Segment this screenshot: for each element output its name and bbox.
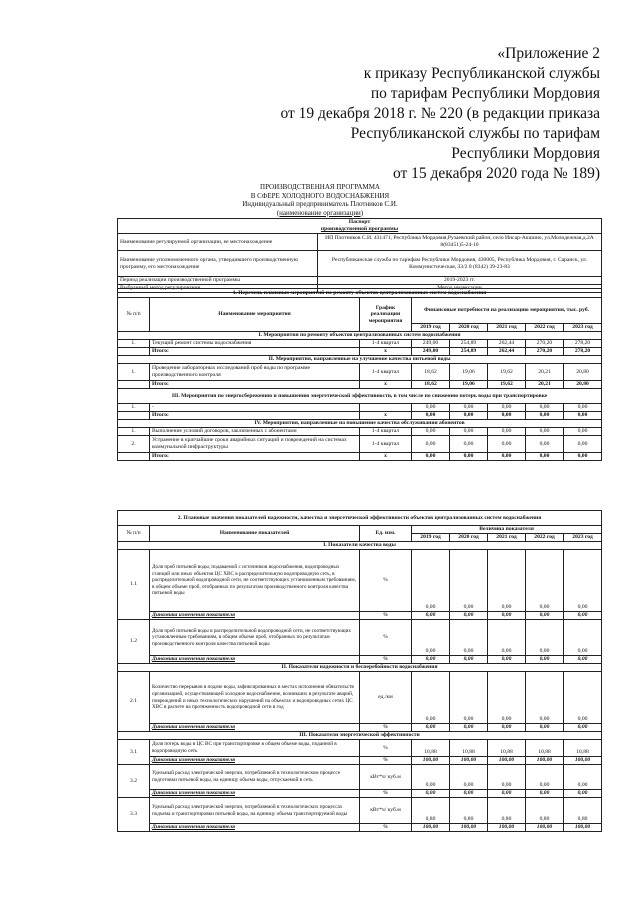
dynamics-unit: % <box>360 790 412 798</box>
value-cell: 0,00 <box>488 404 526 412</box>
indicators-table <box>117 510 602 832</box>
passport-value: Метод индексации <box>318 285 602 293</box>
dynamics-label: Динамика изменения показателя <box>150 790 360 798</box>
dynamics-cell: 0,00 <box>412 724 450 732</box>
indicator-unit: % <box>360 550 412 612</box>
total-cell: 19,06 <box>450 381 488 389</box>
dynamics-unit: % <box>360 612 412 620</box>
appendix-line: Республиканской службы по тарифам <box>350 125 600 142</box>
dynamics-cell: 0,00 <box>450 612 488 620</box>
indicator-unit: % <box>360 740 412 757</box>
indicator-num: 3.2 <box>118 765 150 798</box>
indicator-unit: кВт*ч/ куб.м <box>360 765 412 790</box>
group-title: I. Показатели качества воды <box>118 542 602 550</box>
value-cell: 0,00 <box>412 620 450 656</box>
total-cell: 249,00 <box>412 348 450 356</box>
total-cell: 0,00 <box>488 453 526 461</box>
indicator-unit: кВт*ч/ куб.м <box>360 798 412 824</box>
total-cell: 0,00 <box>412 453 450 461</box>
value-cell: 0,00 <box>564 436 602 453</box>
dynamics-label: Динамика изменения показателя <box>150 656 360 664</box>
total-label: Итого: <box>150 412 360 420</box>
year-header: 2019 год <box>412 324 450 332</box>
row-name: Устранение в кратчайшие сроки аварийных ситуаций и повреждений на системах коммунальной инфраструктуры <box>150 436 360 453</box>
section1-title: 1. Перечень плановых мероприятий по ремонту объектов централизованных систем водоснабжения <box>118 289 602 298</box>
total-cell: 254,89 <box>450 348 488 356</box>
value-cell: 10,88 <box>488 740 526 757</box>
value-cell: 0,00 <box>564 404 602 412</box>
value-cell: 0,00 <box>412 404 450 412</box>
dynamics-cell: 0,00 <box>488 656 526 664</box>
appendix-line: Республики Мордовия <box>451 145 600 162</box>
value-cell: 19,62 <box>488 364 526 381</box>
passport-value: ИП Плотников С.И. 431471, Республика Мордовия,Рузаевский район, село Инсар-Акшино, ул.Молодежная,д.2А 8(83451)5-24-10 <box>318 234 602 251</box>
indicator-num: 3.1 <box>118 740 150 765</box>
dynamics-unit: % <box>360 724 412 732</box>
dynamics-cell: 0,00 <box>450 724 488 732</box>
dynamics-cell: 100,00 <box>412 824 450 832</box>
row-name: Текущий ремонт системы водоснабжения <box>150 340 360 348</box>
value-cell: 0,00 <box>564 765 602 790</box>
row-num: 1. <box>118 404 150 412</box>
dynamics-cell: 0,00 <box>488 724 526 732</box>
dynamics-cell: 100,00 <box>526 757 564 765</box>
value-cell: 0,00 <box>526 428 564 436</box>
indicator-name: Удельный расход электрической энергии, потребляемой в технологическом процессе подготовки питьевой воды, на единицу объема воды, отпускаемой в сеть <box>150 765 360 790</box>
year-header: 2023 год <box>564 324 602 332</box>
total-cell: 0,00 <box>488 412 526 420</box>
value-cell: 0,00 <box>450 765 488 790</box>
indicator-name: Удельный расход электрической энергии, потребляемой в технологических процессах подъема и транспортировки питьевой воды, на единицу объема транспортируемой воды <box>150 798 360 824</box>
program-heading <box>0 183 640 217</box>
dynamics-cell: 100,00 <box>412 757 450 765</box>
dynamics-label: Динамика изменения показателя <box>150 824 360 832</box>
passport-label: Наименование уполномоченного органа, утвердившего производственную программу, его местонахождение <box>118 251 318 277</box>
dynamics-cell: 0,00 <box>564 612 602 620</box>
total-cell: 0,00 <box>412 412 450 420</box>
col-schedule-header: График реализации мероприятия <box>360 298 412 332</box>
group-title: III. Мероприятия по энергосбережению и повышению энергетической эффективности, в том числе по снижению потерь воды при транспортировке <box>118 389 602 404</box>
value-cell: 10,88 <box>450 740 488 757</box>
total-cell: 270,20 <box>526 348 564 356</box>
col-num-header: № п/п <box>118 298 150 332</box>
total-cell: 0,00 <box>564 453 602 461</box>
row-num: 1. <box>118 428 150 436</box>
year-header: 2020 год <box>450 534 488 542</box>
total-cell: 0,00 <box>450 412 488 420</box>
dynamics-cell: 0,00 <box>526 612 564 620</box>
value-cell: 0,00 <box>526 672 564 724</box>
dynamics-unit: % <box>360 824 412 832</box>
dynamics-unit: % <box>360 656 412 664</box>
year-header: 2023 год <box>564 534 602 542</box>
value-cell: 0,00 <box>526 620 564 656</box>
indicator-unit: % <box>360 620 412 656</box>
col-value-header: Величина показателя <box>412 526 602 534</box>
value-cell: 254,89 <box>450 340 488 348</box>
dynamics-cell: 0,00 <box>488 612 526 620</box>
passport-value: Республиканская служба по тарифам Республики Мордовия, 430005, Республика Мордовия, г. Саранск, ул. Коммунистическая, 33/2 8 (8342) 39-23-83 <box>318 251 602 277</box>
value-cell: 0,80 <box>526 798 564 824</box>
passport-table <box>117 218 602 293</box>
total-cell: 0,00 <box>564 412 602 420</box>
value-cell: 0,00 <box>564 550 602 612</box>
section2-title: 2. Плановые значения показателей надежности, качества и энергетической эффективности объектов централизованных систем водоснабжения <box>118 511 602 526</box>
row-schedule: 1-4 квартал <box>360 340 412 348</box>
row-num: 2. <box>118 436 150 453</box>
year-header: 2021 год <box>488 534 526 542</box>
value-cell: 0,00 <box>564 428 602 436</box>
total-cell: 20,21 <box>526 381 564 389</box>
col-num-header: № п/п <box>118 526 150 542</box>
value-cell: 0,00 <box>488 436 526 453</box>
total-label: Итого: <box>150 381 360 389</box>
indicator-name: Доля проб питьевой воды в распределительной водопроводной сети, не соответствующих установленным требованиям, в общем объеме проб, отобранных по результатам производственного контроля качества питьевой воды <box>150 620 360 656</box>
indicator-num: 1.1 <box>118 550 150 620</box>
program-title: ПРОИЗВОДСТВЕННАЯ ПРОГРАММА <box>260 183 380 191</box>
passport-label: Выбранный метод регулирования <box>118 285 318 293</box>
col-name-header: Наименование показателей <box>150 526 360 542</box>
row-schedule: 1-4 квартал <box>360 436 412 453</box>
value-cell: 0,00 <box>488 765 526 790</box>
group-title: I. Мероприятия по ремонту объектов централизованных систем водоснабжения <box>118 332 602 340</box>
value-cell: 0,80 <box>450 798 488 824</box>
value-cell: 0,00 <box>450 550 488 612</box>
value-cell: 0,00 <box>526 550 564 612</box>
dynamics-cell: 0,00 <box>412 790 450 798</box>
dynamics-cell: 100,00 <box>488 824 526 832</box>
appendix-header <box>240 44 600 184</box>
year-header: 2021 год <box>488 324 526 332</box>
value-cell: 0,00 <box>564 672 602 724</box>
dynamics-cell: 100,00 <box>450 757 488 765</box>
appendix-line: к приказу Республиканской службы <box>363 65 600 82</box>
program-org: Индивидуальный предприниматель Плотников С.И. <box>242 200 398 208</box>
row-name: Проведение лабораторных исследований проб воды по программе производственного контроля <box>150 364 360 381</box>
dynamics-cell: 0,00 <box>412 656 450 664</box>
indicator-num: 3.3 <box>118 798 150 832</box>
total-label: Итого: <box>150 453 360 461</box>
value-cell: 0,00 <box>526 404 564 412</box>
appendix-line: «Приложение 2 <box>497 45 600 62</box>
group-title: IV. Мероприятия, направленные на повышение качества обслуживания абонентов <box>118 420 602 428</box>
total-cell: 0,00 <box>526 412 564 420</box>
value-cell: 0,00 <box>412 672 450 724</box>
value-cell: 0,00 <box>412 765 450 790</box>
dynamics-cell: 100,00 <box>488 757 526 765</box>
indicator-name: Количество перерывов в подаче воды, зафиксированных в местах исполнения обязательств организацией, осуществляющей холодное водоснабжение, возникших в результате аварий, повреждений и иных технологических нарушений на объектах и водопроводных сетях ЦС ХВС в расчете на протяженность водопроводной сети в год <box>150 672 360 724</box>
dynamics-cell: 0,00 <box>564 656 602 664</box>
indicator-num: 1.2 <box>118 620 150 664</box>
value-cell: 270,20 <box>526 340 564 348</box>
group-title: II. Показатели надежности и бесперебойности водоснабжения <box>118 664 602 672</box>
value-cell: 0,00 <box>450 436 488 453</box>
dynamics-cell: 100,00 <box>564 824 602 832</box>
passport-value: 2019-2023 гг. <box>318 277 602 285</box>
value-cell: 19,06 <box>450 364 488 381</box>
activities-table <box>117 288 602 461</box>
dynamics-unit: % <box>360 757 412 765</box>
value-cell: 18,62 <box>412 364 450 381</box>
indicator-name: Доля потерь воды в ЦС ВС при транспортировке в общем объеме воды, поданной в водопроводную сеть <box>150 740 360 757</box>
value-cell: 0,00 <box>488 550 526 612</box>
value-cell: 0,80 <box>488 798 526 824</box>
passport-title: Паспорт производственной программы <box>118 219 602 234</box>
value-cell: 10,88 <box>412 740 450 757</box>
program-org-caption: (наименование организации) <box>276 208 364 217</box>
total-cell: 0,00 <box>450 453 488 461</box>
dynamics-cell: 0,00 <box>564 724 602 732</box>
value-cell: 278,20 <box>564 340 602 348</box>
total-cell: 20,80 <box>564 381 602 389</box>
total-x: x <box>360 412 412 420</box>
total-x: x <box>360 453 412 461</box>
dynamics-cell: 0,00 <box>526 724 564 732</box>
value-cell: 20,21 <box>526 364 564 381</box>
total-cell: 19,62 <box>488 381 526 389</box>
row-schedule: 1-4 квартал <box>360 364 412 381</box>
group-title: II. Мероприятия, направленные на улучшение качества питьевой воды <box>118 356 602 364</box>
row-name: Выполнение условий договоров, заключенных с абонентами <box>150 428 360 436</box>
passport-label: Наименование регулируемой организации, ее местонахождение <box>118 234 318 251</box>
value-cell: 10,88 <box>526 740 564 757</box>
appendix-line: по тарифам Республики Мордовия <box>370 85 600 102</box>
dynamics-cell: 0,00 <box>412 612 450 620</box>
value-cell: 0,00 <box>450 672 488 724</box>
value-cell: 0,00 <box>526 765 564 790</box>
appendix-line: от 19 декабря 2018 г. № 220 (в редакции приказа <box>280 105 600 122</box>
value-cell: 10,88 <box>564 740 602 757</box>
value-cell: 0,00 <box>450 404 488 412</box>
appendix-line: от 15 декабря 2020 года № 189) <box>392 165 600 182</box>
value-cell: 0,80 <box>564 798 602 824</box>
year-header: 2022 год <box>526 324 564 332</box>
dynamics-cell: 100,00 <box>526 824 564 832</box>
total-cell: 262,44 <box>488 348 526 356</box>
total-cell: 0,00 <box>526 453 564 461</box>
dynamics-cell: 0,00 <box>526 656 564 664</box>
col-unit-header: Ед. изм. <box>360 526 412 542</box>
dynamics-label: Динамика изменения показателя <box>150 724 360 732</box>
value-cell: 0,00 <box>412 550 450 612</box>
passport-label: Период реализации производственной программы <box>118 277 318 285</box>
dynamics-cell: 100,00 <box>450 824 488 832</box>
indicator-num: 2.1 <box>118 672 150 732</box>
value-cell: 0,00 <box>564 620 602 656</box>
value-cell: 0,00 <box>412 436 450 453</box>
dynamics-cell: 0,00 <box>526 790 564 798</box>
indicator-name: Доля проб питьевой воды, подаваемой с источников водоснабжения, водопроводных станций или иных объектов ЦС ХВС в распределительную водопроводную сеть, в распределительной водопроводной сети, не соответствующих установленным требованиям, в общем объеме проб, отобранных по результатам производственного контроля качества питьевой воды <box>150 550 360 612</box>
total-cell: 278,20 <box>564 348 602 356</box>
total-label: Итого: <box>150 348 360 356</box>
year-header: 2020 год <box>450 324 488 332</box>
value-cell: 249,00 <box>412 340 450 348</box>
col-name-header: Наименование мероприятия <box>150 298 360 332</box>
value-cell: 0,00 <box>488 620 526 656</box>
program-subtitle: В СФЕРЕ ХОЛОДНОГО ВОДОСНАБЖЕНИЯ <box>250 191 390 200</box>
value-cell: 0,00 <box>412 428 450 436</box>
dynamics-label: Динамика изменения показателя <box>150 612 360 620</box>
group-title: III. Показатели энергетической эффективности <box>118 732 602 740</box>
dynamics-cell: 0,00 <box>450 790 488 798</box>
row-schedule: 1-4 квартал <box>360 428 412 436</box>
value-cell: 0,00 <box>488 428 526 436</box>
indicator-unit: ед./км <box>360 672 412 724</box>
row-num: 1. <box>118 340 150 348</box>
year-header: 2022 год <box>526 534 564 542</box>
value-cell: 0,80 <box>412 798 450 824</box>
dynamics-cell: 0,00 <box>450 656 488 664</box>
value-cell: 262,44 <box>488 340 526 348</box>
dynamics-label: Динамика изменения показателя <box>150 757 360 765</box>
dynamics-cell: 0,00 <box>488 790 526 798</box>
total-x: x <box>360 381 412 389</box>
row-name: - <box>150 404 360 412</box>
value-cell: 20,80 <box>564 364 602 381</box>
total-x: x <box>360 348 412 356</box>
value-cell: 0,00 <box>488 672 526 724</box>
dynamics-cell: 100,00 <box>564 757 602 765</box>
total-cell: 18,62 <box>412 381 450 389</box>
value-cell: 0,00 <box>526 436 564 453</box>
row-schedule <box>360 404 412 412</box>
col-finance-header: Финансовые потребности на реализацию мероприятия, тыс. руб. <box>412 298 602 324</box>
dynamics-cell: 0,00 <box>564 790 602 798</box>
value-cell: 0,00 <box>450 428 488 436</box>
row-num: 1. <box>118 364 150 381</box>
year-header: 2019 год <box>412 534 450 542</box>
value-cell: 0,00 <box>450 620 488 656</box>
